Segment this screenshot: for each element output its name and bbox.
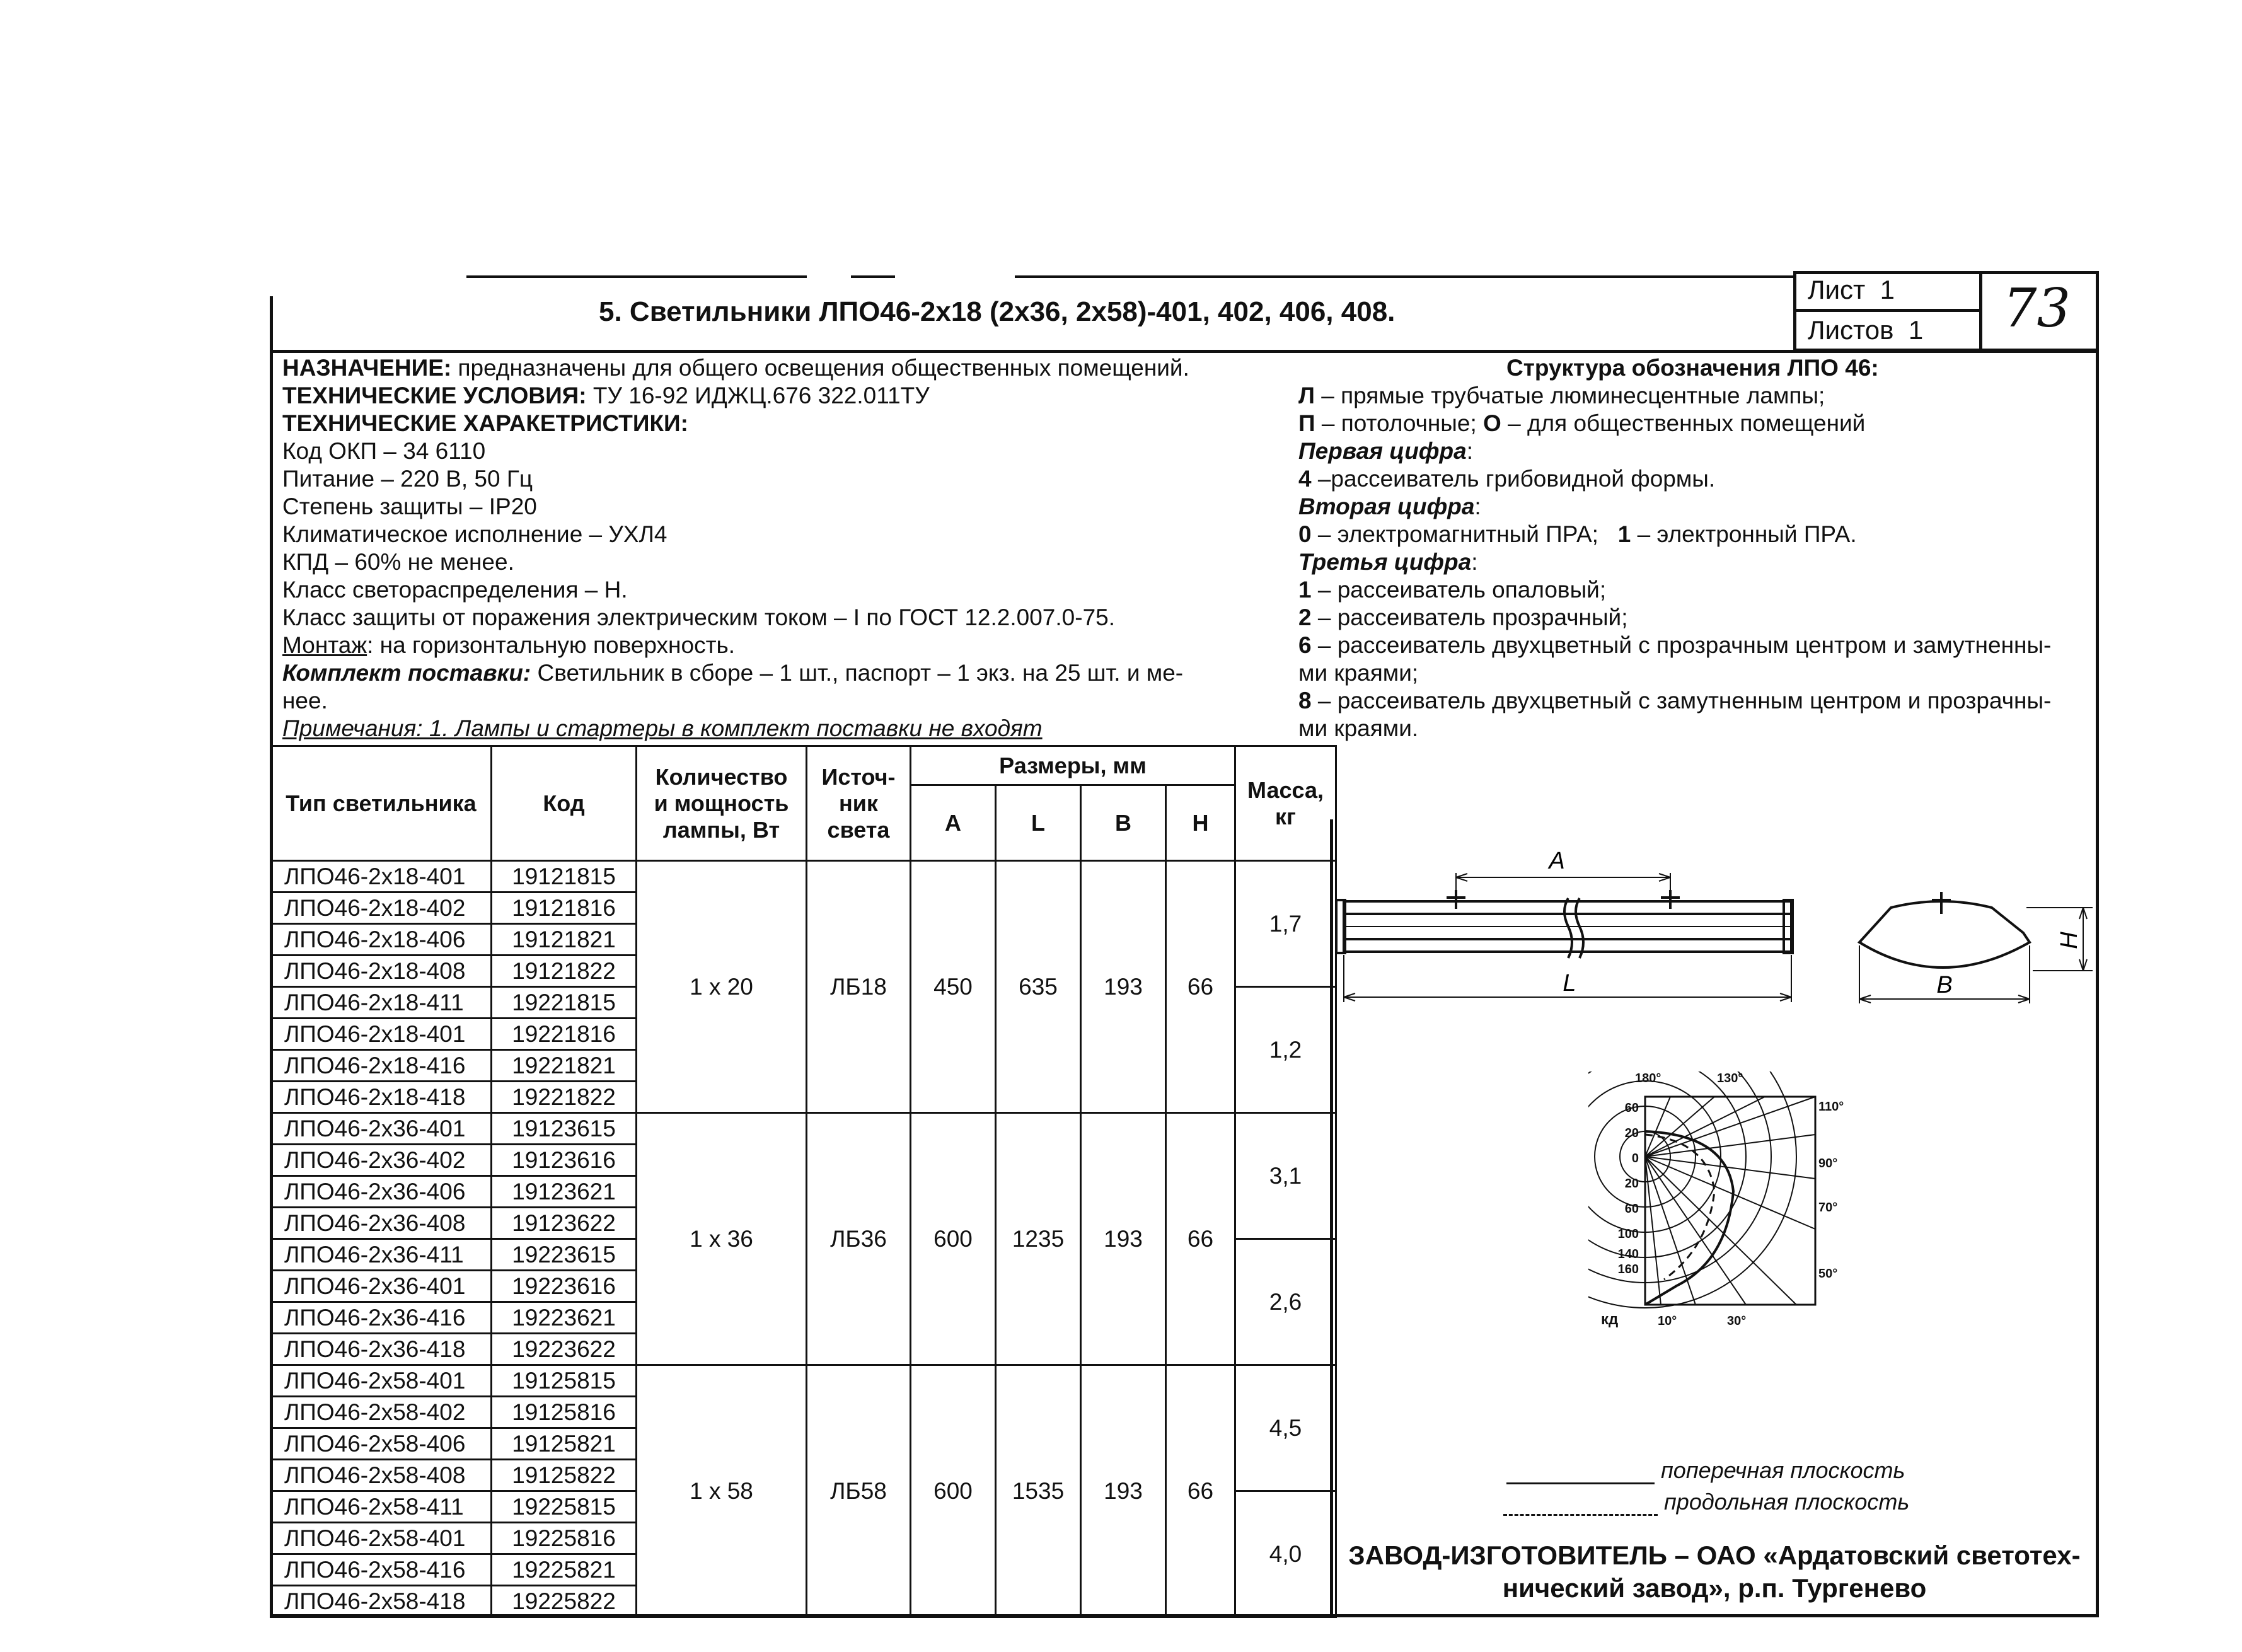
polar-left-label: 20 [1624, 1126, 1639, 1140]
dim-label-l: L [1563, 970, 1576, 996]
cell-type: ЛПО46-2х36-406 [271, 1176, 492, 1208]
kit-line-cont: нее. [282, 688, 328, 713]
cell-dim-a: 450 [911, 861, 996, 1113]
cell-dim-a: 600 [911, 1365, 996, 1617]
cell-source: ЛБ36 [807, 1113, 911, 1365]
cell-type: ЛПО46-2х18-406 [271, 924, 492, 956]
polar-top-label-1: 180° [1635, 1071, 1661, 1085]
protection-line: Степень защиты – IP20 [282, 494, 537, 519]
cell-type: ЛПО46-2х18-402 [271, 892, 492, 924]
cell-dim-b: 193 [1081, 1113, 1166, 1365]
polar-left-label: 60 [1624, 1202, 1639, 1216]
cell-code: 19123615 [492, 1113, 637, 1145]
climate-line: Климатическое исполнение – УХЛ4 [282, 521, 667, 547]
sheet-label: Лист 1 [1808, 275, 1895, 304]
second-digit-heading: Вторая цифра: [1298, 494, 1481, 519]
polar-left-label: 60 [1624, 1101, 1639, 1115]
third-digit-2: 2 – рассеиватель прозрачный; [1298, 604, 1628, 630]
polar-bottom-label-1: 10° [1658, 1314, 1677, 1328]
cell-type: ЛПО46-2х58-418 [271, 1586, 492, 1617]
cell-qty: 1 х 36 [637, 1113, 807, 1365]
cell-dim-h: 66 [1166, 1365, 1235, 1617]
cell-code: 19221816 [492, 1019, 637, 1050]
cell-dim-l: 1235 [996, 1113, 1081, 1365]
cell-type: ЛПО46-2х36-416 [271, 1302, 492, 1334]
power-line: Питание – 220 В, 50 Гц [282, 466, 533, 492]
cell-code: 19221815 [492, 987, 637, 1019]
cell-code: 19123621 [492, 1176, 637, 1208]
document-title: 5. Светильники ЛПО46-2х18 (2х36, 2х58)-401, 402, 406, 408. [599, 296, 1395, 327]
top-rule-segment [466, 275, 807, 278]
top-rule-segment [1015, 275, 1796, 278]
table-row [271, 1113, 1336, 1145]
legend-solid-line [1506, 1482, 1655, 1484]
cell-type: ЛПО46-2х58-408 [271, 1460, 492, 1491]
polar-right-label: 50° [1818, 1267, 1838, 1281]
legend-transverse: поперечная плоскость [1661, 1457, 1905, 1483]
cell-code: 19123622 [492, 1208, 637, 1239]
spec-table-body [271, 861, 1336, 1617]
cell-type: ЛПО46-2х18-401 [271, 1019, 492, 1050]
polar-unit-label: кд [1601, 1311, 1619, 1328]
cell-source: ЛБ58 [807, 1365, 911, 1617]
cell-type: ЛПО46-2х36-418 [271, 1334, 492, 1365]
polar-left-label: 20 [1624, 1177, 1639, 1191]
cell-code: 19121822 [492, 956, 637, 987]
third-digit-6-cont: ми краями; [1298, 660, 1419, 686]
cell-mass: 1,7 [1235, 861, 1336, 987]
cell-code: 19225822 [492, 1586, 637, 1617]
tech-characteristics-heading: ТЕХНИЧЕСКИЕ ХАРАКЕТРИСТИКИ: [282, 410, 688, 436]
col-header-h: H [1166, 785, 1235, 861]
cell-dim-l: 1535 [996, 1365, 1081, 1617]
col-header-b: B [1081, 785, 1166, 861]
cell-code: 19223616 [492, 1271, 637, 1302]
kit-line: Комплект поставки: Светильник в сборе – 1 шт., паспорт – 1 экз. на 25 шт. и ме- [282, 660, 1184, 686]
dim-label-b: B [1936, 972, 1953, 998]
polar-right-label: 110° [1818, 1100, 1844, 1114]
structure-p-o: П – потолочные; О – для общественных помещений [1298, 410, 1866, 436]
cell-type: ЛПО46-2х18-408 [271, 956, 492, 987]
cell-type: ЛПО46-2х58-411 [271, 1491, 492, 1523]
structure-l: Л – прямые трубчатые люминесцентные лампы; [1298, 383, 1825, 408]
cell-mass: 4,0 [1235, 1491, 1336, 1617]
cell-code: 19223615 [492, 1239, 637, 1271]
cell-mass: 2,6 [1235, 1239, 1336, 1365]
col-header-code: Код [492, 746, 637, 861]
cell-mass: 1,2 [1235, 987, 1336, 1113]
third-digit-6: 6 – рассеиватель двухцветный с прозрачным центром и замутненны- [1298, 632, 2052, 658]
manufacturer-line-1: ЗАВОД-ИЗГОТОВИТЕЛЬ – ОАО «Ардатовский светотех- [1348, 1540, 2081, 1570]
cell-type: ЛПО46-2х36-401 [271, 1271, 492, 1302]
third-digit-1: 1 – рассеиватель опаловый; [1298, 577, 1607, 603]
third-digit-8: 8 – рассеиватель двухцветный с замутненным центром и прозрачны- [1298, 688, 2052, 713]
cell-type: ЛПО46-2х58-406 [271, 1428, 492, 1460]
note-line: Примечания: 1. Лампы и стартеры в комплект поставки не входят [282, 715, 1043, 741]
manufacturer-note [1343, 1539, 2086, 1605]
polar-left-label: 0 [1631, 1152, 1639, 1165]
cell-code: 19125816 [492, 1397, 637, 1428]
col-header-source: Источ- ник света [807, 746, 911, 861]
mount-line: Монтаж: на горизонтальную поверхность. [282, 632, 736, 658]
cell-type: ЛПО46-2х36-411 [271, 1239, 492, 1271]
luminaire-drawing [1336, 832, 2093, 1021]
polar-left-label: 100 [1617, 1227, 1639, 1241]
cell-source: ЛБ18 [807, 861, 911, 1113]
legend-longitudinal: продольная плоскость [1664, 1489, 1910, 1515]
cell-type: ЛПО46-2х58-401 [271, 1365, 492, 1397]
cell-code: 19221821 [492, 1050, 637, 1082]
second-digit-values: 0 – электромагнитный ПРА; 1 – электронный ПРА. [1298, 521, 1857, 547]
cell-dim-h: 66 [1166, 1113, 1235, 1365]
cell-code: 19125821 [492, 1428, 637, 1460]
cell-code: 19225816 [492, 1523, 637, 1554]
first-digit-heading: Первая цифра: [1298, 438, 1473, 464]
cell-mass: 3,1 [1235, 1113, 1336, 1239]
cell-mass: 4,5 [1235, 1365, 1336, 1491]
cell-type: ЛПО46-2х58-416 [271, 1554, 492, 1586]
top-rule-segment [851, 275, 895, 278]
table-row [271, 861, 1336, 892]
cell-code: 19225821 [492, 1554, 637, 1586]
polar-bottom-label-2: 30° [1727, 1314, 1747, 1328]
col-header-type: Тип светильника [271, 746, 492, 861]
cell-dim-b: 193 [1081, 1365, 1166, 1617]
cell-dim-b: 193 [1081, 861, 1166, 1113]
shock-class-line: Класс защиты от поражения электрическим током – I по ГОСТ 12.2.007.0-75. [282, 604, 1115, 630]
cell-dim-a: 600 [911, 1113, 996, 1365]
legend-dashed-line [1503, 1514, 1658, 1516]
end-view-profile [1859, 901, 2030, 968]
col-header-dims: Размеры, мм [911, 746, 1235, 785]
cell-dim-l: 635 [996, 861, 1081, 1113]
polar-left-labels [1614, 1095, 1639, 1277]
polar-left-label: 140 [1617, 1247, 1639, 1261]
col-header-a: А [911, 785, 996, 861]
cell-type: ЛПО46-2х58-401 [271, 1523, 492, 1554]
tech-conditions-line: ТЕХНИЧЕСКИЕ УСЛОВИЯ: ТУ 16-92 ИДЖЦ.676 322.011ТУ [282, 383, 930, 408]
polar-right-label: 90° [1818, 1157, 1838, 1170]
dim-label-a: A [1549, 848, 1565, 874]
cell-code: 19123616 [492, 1145, 637, 1176]
structure-heading: Структура обозначения ЛПО 46: [1506, 355, 1879, 381]
dim-label-h: H [2056, 932, 2083, 949]
cell-code: 19121821 [492, 924, 637, 956]
efficiency-line: КПД – 60% не менее. [282, 549, 514, 575]
cell-code: 19125822 [492, 1460, 637, 1491]
polar-right-label: 70° [1818, 1201, 1838, 1215]
cell-type: ЛПО46-2х18-411 [271, 987, 492, 1019]
spec-table [270, 745, 1337, 1618]
purpose-line: НАЗНАЧЕНИЕ: предназначены для общего освещения общественных помещений. [282, 355, 1189, 381]
third-digit-8-cont: ми краями. [1298, 715, 1419, 741]
table-row [271, 1365, 1336, 1397]
cell-code: 19121815 [492, 861, 637, 892]
sheet-box-divider [1793, 309, 1982, 312]
manufacturer-line-2: нический завод», р.п. Тургенево [1502, 1573, 1927, 1603]
cell-code: 19121816 [492, 892, 637, 924]
polar-top-label-2: 130° [1717, 1071, 1743, 1085]
cell-code: 19225815 [492, 1491, 637, 1523]
header-separator [270, 350, 2099, 353]
sheets-label: Листов 1 [1808, 315, 1924, 345]
cell-code: 19221822 [492, 1082, 637, 1113]
cell-type: ЛПО46-2х58-402 [271, 1397, 492, 1428]
table-right-border [1330, 819, 1333, 1617]
okp-code-line: Код ОКП – 34 6110 [282, 438, 486, 464]
first-digit-4: 4 –рассеиватель грибовидной формы. [1298, 466, 1716, 492]
cell-type: ЛПО46-2х36-401 [271, 1113, 492, 1145]
col-header-qty: Количество и мощность лампы, Вт [637, 746, 807, 861]
polar-left-label: 160 [1617, 1262, 1639, 1276]
cell-code: 19223622 [492, 1334, 637, 1365]
cell-type: ЛПО46-2х18-418 [271, 1082, 492, 1113]
cell-qty: 1 х 20 [637, 861, 807, 1113]
cell-type: ЛПО46-2х36-408 [271, 1208, 492, 1239]
light-class-line: Класс светораспределения – Н. [282, 577, 628, 603]
cell-code: 19223621 [492, 1302, 637, 1334]
col-header-mass: Масса, кг [1235, 746, 1336, 861]
page-number: 73 [2003, 277, 2071, 339]
cell-qty: 1 х 58 [637, 1365, 807, 1617]
third-digit-heading: Третья цифра: [1298, 549, 1478, 575]
cell-type: ЛПО46-2х18-401 [271, 861, 492, 892]
cell-dim-h: 66 [1166, 861, 1235, 1113]
col-header-l: L [996, 785, 1081, 861]
cell-type: ЛПО46-2х18-416 [271, 1050, 492, 1082]
cell-type: ЛПО46-2х36-402 [271, 1145, 492, 1176]
cell-code: 19125815 [492, 1365, 637, 1397]
